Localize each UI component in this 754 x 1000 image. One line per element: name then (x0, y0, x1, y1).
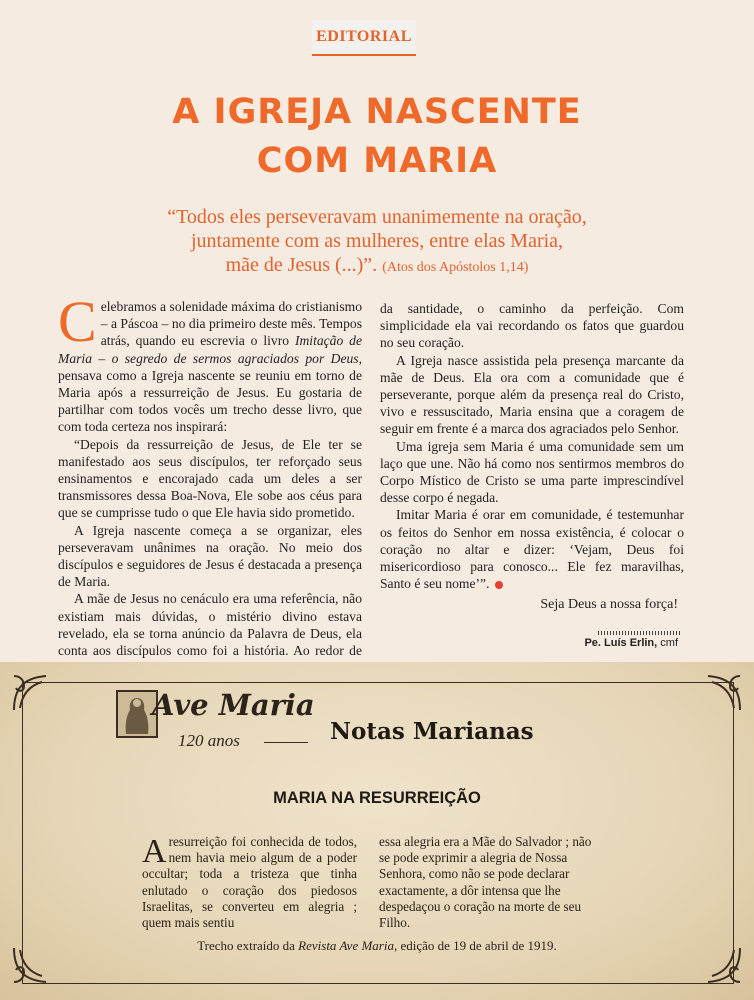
credit-text-b: , edição de 19 de abril de 1919. (393, 938, 557, 953)
paragraph-1 (58, 289, 362, 436)
paragraph-4: A mãe de Jesus no cenáculo era uma referência, não existiam mais dúvidas, o mistério divino estava revelado, ela se torna anúncio da Palavra de Deus, ela conta aos discípulos como foi a história. Ao redor de (58, 591, 362, 659)
source-credit (0, 938, 754, 954)
paragraph-2: “Depois da ressurreição de Jesus, de Ele ter se manifestado aos seus discípulos, ter reforçado seus ensinamentos e encorajado cada um deles a ser transmissores dessa Boa-Nova, Ele sobe aos céus para que se cumprisse tudo o que Ele havia sido prometido. (58, 436, 362, 521)
article-column-left (58, 289, 362, 694)
magazine-anniversary: 120 anos (178, 731, 240, 750)
title-line-1: A IGREJA NASCENTE (172, 92, 582, 132)
author-name: Pe. Luís Erlin, (584, 637, 658, 649)
paragraph-8 (380, 506, 684, 592)
closing-line: Seja Deus a nossa força! (540, 597, 678, 612)
book-title: Imitação de Maria – o segredo de sermos agraciados por Deus (58, 333, 362, 366)
quote-line-3: mãe de Jesus (...)”. (225, 254, 378, 276)
logo-rule (264, 742, 308, 743)
credit-magazine: Revista Ave Maria (298, 938, 394, 953)
paragraph-6: A Igreja nasce assistida pela presença marcante da mãe de Deus. Ela ora com a comunidade que é perseverante, porque além da presença real do Cristo, vivo e ressuscitado, Maria ensina que a coragem de seguir em frente é a marca dos agraciados pelo Senhor. (380, 352, 684, 437)
notes-column-right: essa alegria era a Mãe do Salvador ; não se pode exprimir a alegria de Nossa Senhora, como não se pode declarar exactamente, a dôr intensa que lhe despedaçou o coração na morte de seu Filho. (379, 834, 592, 931)
section-tag: EDITORIAL (312, 20, 416, 56)
ornament-corner-icon (8, 670, 52, 714)
notes-column-left (142, 834, 357, 931)
paragraph-3: A Igreja nascente começa a se organizar, eles perseveravam unânimes na oração. No meio dos discípulos e seguidores de Jesus é destacada a presença de Maria. (58, 522, 362, 590)
notes-drop-cap: A (142, 833, 167, 870)
quote-citation: (Atos dos Apóstolos 1,14) (382, 260, 529, 275)
article-title (0, 88, 754, 186)
paragraph-8-text: Imitar Maria é orar em comunidade, é testemunhar os feitos do Senhor em nossa existência, é colocar o coração no altar e dizer: ‘Vejam, Deus foi misericordioso para conosco... Ele fez maravilhas, Santo é seu nome’”. (380, 507, 684, 592)
title-line-2: COM MARIA (256, 141, 498, 181)
paragraph-7: Uma igreja sem Maria é uma comunidade sem um laço que une. Não há como nos sentirmos membros do Corpo Místico de Cristo se uma parte imprescindível desse corpo é negada. (380, 438, 684, 506)
epigraph-quote (100, 205, 654, 280)
end-mark-icon (495, 581, 503, 589)
credit-text-a: Trecho extraído da (197, 938, 299, 953)
quote-line-1: “Todos eles perseveravam unanimemente na oração, (167, 206, 587, 228)
drop-cap: C (58, 289, 97, 354)
author-signature (584, 637, 678, 649)
paragraph-1-text-a: elebramos a solenidade máxima do cristianismo – a Páscoa – no dia primeiro deste mês. Tempos atrás, quando eu escrevia o livro (100, 299, 362, 349)
quote-line-2: juntamente com as mulheres, entre elas Maria, (190, 230, 564, 252)
notes-heading: Notas Marianas (330, 718, 534, 745)
author-suffix: cmf (657, 637, 678, 649)
paragraph-1-text-b: , pensava como a Igreja nascente se reuniu em torno de Maria após a ressurreição de Jesus. Eu gostaria de partilhar com todos vocês um trecho desse livro, que com toda certeza nos inspirará: (58, 350, 362, 435)
notes-section-title: MARIA NA RESURREIÇÃO (273, 789, 481, 807)
signature-rule (598, 631, 680, 635)
article-column-right (380, 300, 684, 592)
notes-column-left-text: resurreição foi conhecida de todos, nem havia meio algum de a poder occultar; toda a tristeza que tinha enlutado o coração dos piedosos Israelitas, se converteu em alegria ; quem mais sentiu (142, 834, 357, 931)
paragraph-5: da santidade, o caminho da perfeição. Com simplicidade ela vai recordando os fatos que guardou no seu coração. (380, 301, 684, 351)
ornament-corner-icon (702, 670, 746, 714)
magazine-logo: Ave Maria (152, 688, 315, 722)
